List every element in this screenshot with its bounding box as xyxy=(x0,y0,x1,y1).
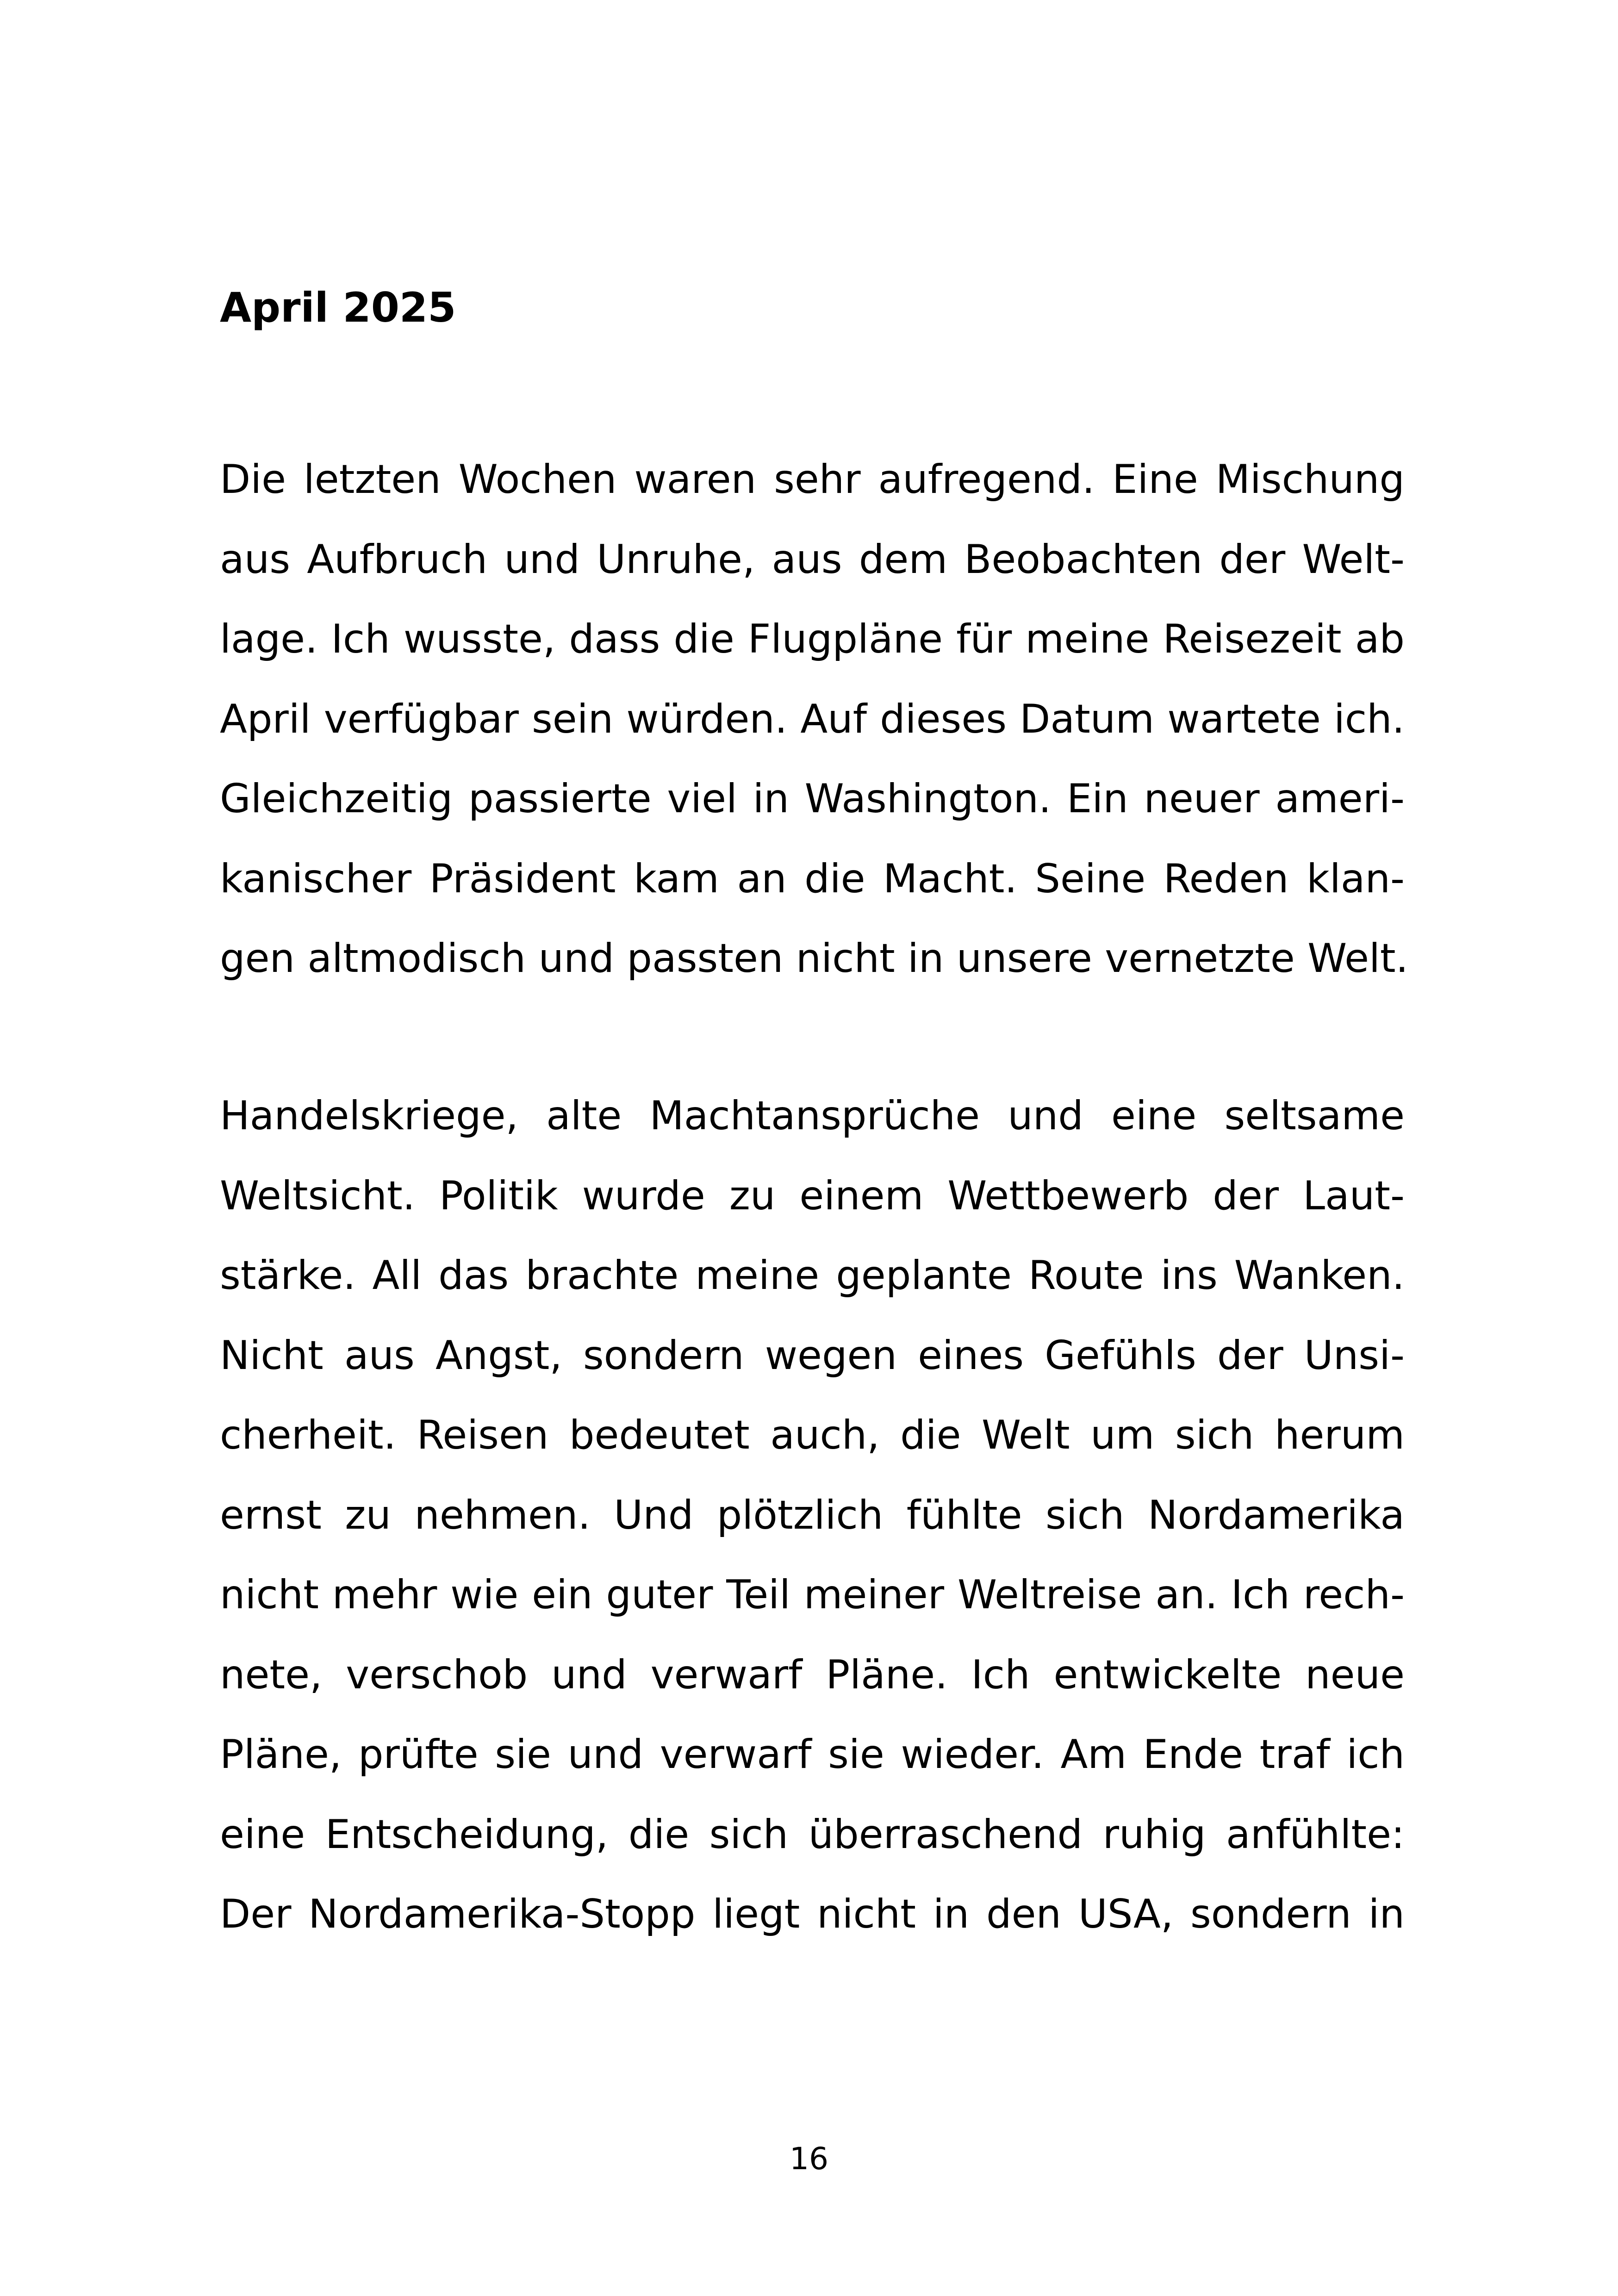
section-heading: April 2025 xyxy=(220,284,456,331)
text-line: eine Entscheidung, die sich überraschend ruhig anfühlte: xyxy=(220,1811,1405,1858)
text-line: stärke. All das brachte meine geplante Route ins Wanken. xyxy=(220,1252,1405,1299)
text-line xyxy=(220,1954,1405,2035)
text-line: Gleichzeitig passierte viel in Washington. Ein neuer ameri- xyxy=(220,776,1405,822)
text-line: April verfügbar sein würden. Auf dieses Datum wartete ich. xyxy=(220,696,1405,742)
text-line: ernst zu nehmen. Und plötzlich fühlte sich Nordamerika xyxy=(220,1492,1405,1538)
text-line: lage. Ich wusste, dass die Flugpläne für meine Reisezeit ab xyxy=(220,616,1405,662)
text-line: Nicht aus Angst, sondern wegen eines Gefühls der Unsi- xyxy=(220,1332,1405,1379)
text-line: Weltsicht. Politik wurde zu einem Wettbewerb der Laut- xyxy=(220,1172,1405,1219)
paragraph-1 xyxy=(220,440,1408,999)
paragraph-2 xyxy=(220,1076,1405,2034)
text-line: gen altmodisch und passten nicht in unsere vernetzte Welt. xyxy=(220,935,1408,982)
text-line: Der Nordamerika-Stopp liegt nicht in den USA, sondern in xyxy=(220,1891,1405,1937)
text-line: nete, verschob und verwarf Pläne. Ich entwickelte neue xyxy=(220,1651,1405,1698)
text-line: Handelskriege, alte Machtansprüche und eine seltsame xyxy=(220,1093,1405,1139)
text-line: cherheit. Reisen bedeutet auch, die Welt um sich herum xyxy=(220,1412,1405,1458)
text-line: nicht mehr wie ein guter Teil meiner Weltreise an. Ich rech- xyxy=(220,1572,1405,1618)
text-line: Die letzten Wochen waren sehr aufregend. Eine Mischung xyxy=(220,456,1405,503)
text-line: Pläne, prüfte sie und verwarf sie wieder. Am Ende traf ich xyxy=(220,1731,1405,1778)
text-line: kanischer Präsident kam an die Macht. Seine Reden klan- xyxy=(220,855,1405,902)
page-number: 16 xyxy=(790,2141,828,2177)
text-line: aus Aufbruch und Unruhe, aus dem Beobachten der Welt- xyxy=(220,536,1405,583)
